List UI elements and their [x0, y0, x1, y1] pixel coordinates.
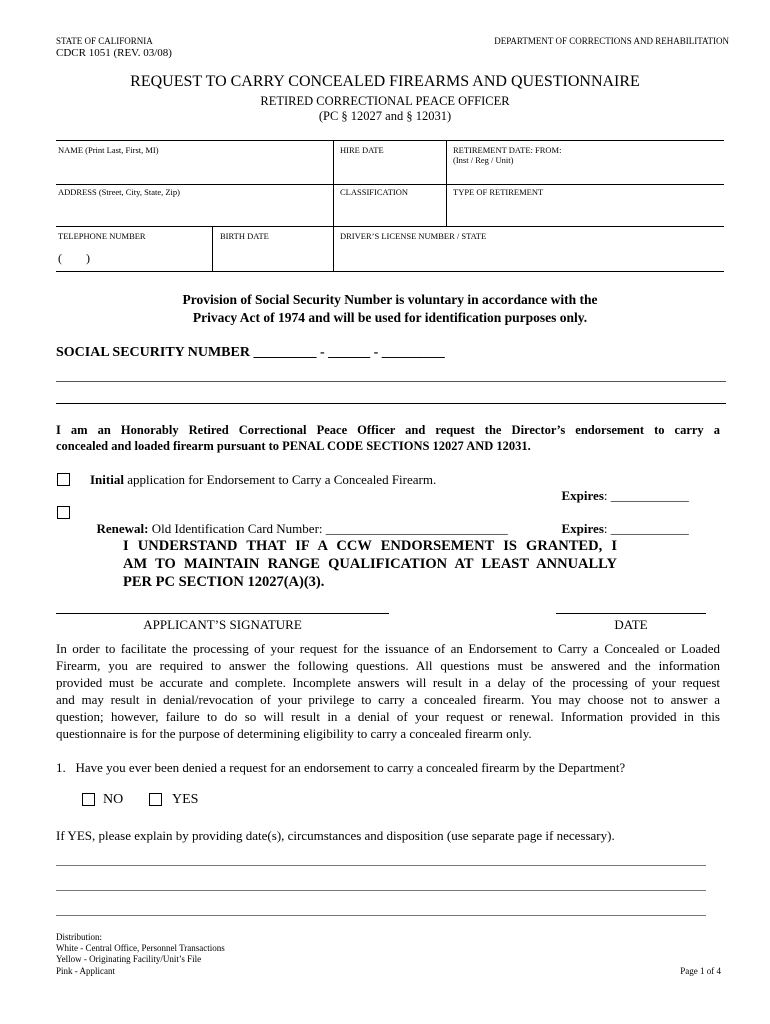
instructions-line: In order to facilitate the processing of your request for the issuance of an Endorsement to Carry a Concealed or Loaded	[56, 641, 720, 656]
expires-label: Expires	[561, 488, 604, 503]
date-label: DATE	[614, 617, 648, 632]
telephone-area-code: ( )	[58, 251, 90, 265]
renewal-expires[interactable]	[555, 505, 689, 537]
initial-expires[interactable]	[555, 472, 689, 504]
drivers-license-field[interactable]: DRIVER’S LICENSE NUMBER / STATE	[340, 231, 487, 241]
hire-date-field[interactable]: HIRE DATE	[340, 145, 384, 155]
no-label: NO	[103, 792, 124, 807]
birth-date-field[interactable]: BIRTH DATE	[220, 231, 269, 241]
initial-option	[90, 472, 436, 488]
retirement-date-sublabel: (Inst / Reg / Unit)	[453, 155, 514, 165]
explanation-line[interactable]	[56, 865, 706, 866]
initial-label: Initial	[90, 472, 124, 487]
instructions-line: provided must be accurate and complete. Incomplete answers will result in a delay of the processing of your request	[56, 675, 720, 690]
expires-line: : ____________	[603, 521, 689, 536]
date-line[interactable]	[556, 613, 706, 614]
penal-code-ref: (PC § 12027 and § 12031)	[318, 109, 452, 123]
retirement-type-field[interactable]: TYPE OF RETIREMENT	[453, 187, 544, 197]
statement-line2: concealed and loaded firearm pursuant to PENAL CODE SECTIONS 12027 AND 12031.	[56, 439, 531, 453]
initial-checkbox[interactable]	[57, 473, 70, 486]
distribution-yellow: Yellow - Originating Facility/Unit’s File	[56, 954, 202, 964]
old-id-card-field: Old Identification Card Number: ____________________________	[148, 521, 508, 536]
initial-description: application for Endorsement to Carry a Concealed Firearm.	[123, 472, 437, 487]
page-title: REQUEST TO CARRY CONCEALED FIREARMS AND QUESTIONNAIRE	[130, 73, 640, 90]
form-number: CDCR 1051 (REV. 03/08)	[56, 47, 172, 59]
expires-line: : ____________	[603, 488, 689, 503]
explanation-line[interactable]	[56, 915, 706, 916]
page-subtitle: RETIRED CORRECTIONAL PEACE OFFICER	[260, 94, 510, 108]
distribution-label: Distribution:	[56, 932, 103, 942]
signature-line[interactable]	[56, 613, 389, 614]
ccw-understanding-line3: PER PC SECTION 12027(A)(3).	[123, 574, 325, 590]
explanation-line[interactable]	[56, 890, 706, 891]
explain-instruction: If YES, please explain by providing date(s), circumstances and disposition (use separate page if necessary).	[56, 828, 615, 843]
instructions-line: question; however, failure to do so will result in a denial of your request or renewal. Information provided in this	[56, 709, 720, 724]
privacy-notice-line1: Provision of Social Security Number is voluntary in accordance with the	[182, 292, 598, 307]
address-field[interactable]: ADDRESS (Street, City, State, Zip)	[58, 187, 180, 197]
instructions-line: and may result in denial/revocation of your privilege to carry a concealed firearm. You may choose not to answer a	[56, 692, 720, 707]
question-1: 1. Have you ever been denied a request for an endorsement to carry a concealed firearm by the Department?	[56, 760, 626, 775]
telephone-field[interactable]: TELEPHONE NUMBER	[58, 231, 146, 241]
retirement-date-field[interactable]: RETIREMENT DATE: FROM:	[453, 145, 562, 155]
department-label: DEPARTMENT OF CORRECTIONS AND REHABILITATION	[494, 36, 729, 46]
yes-checkbox[interactable]	[149, 793, 162, 806]
renewal-option[interactable]	[90, 505, 508, 537]
page-number: Page 1 of 4	[680, 966, 721, 976]
applicant-signature-label: APPLICANT’S SIGNATURE	[143, 617, 302, 632]
state-label: STATE OF CALIFORNIA	[56, 36, 153, 46]
classification-field[interactable]: CLASSIFICATION	[340, 187, 409, 197]
ssn-field[interactable]: SOCIAL SECURITY NUMBER _________ - ______ - _________	[56, 345, 445, 360]
instructions-line: questionnaire is for the purpose of determining eligibility to carry a concealed firearm only.	[56, 726, 532, 741]
statement-line1: I am an Honorably Retired Correctional Peace Officer and request the Director’s endorsement to carry a	[56, 423, 720, 437]
distribution-pink: Pink - Applicant	[56, 966, 115, 976]
renewal-label: Renewal:	[96, 521, 149, 536]
ccw-understanding-line2: AM TO MAINTAIN RANGE QUALIFICATION AT LEAST ANNUALLY	[123, 556, 617, 572]
name-field[interactable]: NAME (Print Last, First, MI)	[58, 145, 159, 155]
renewal-checkbox[interactable]	[57, 506, 70, 519]
no-checkbox[interactable]	[82, 793, 95, 806]
expires-label: Expires	[561, 521, 604, 536]
distribution-white: White - Central Office, Personnel Transactions	[56, 943, 225, 953]
ccw-understanding-line1: I UNDERSTAND THAT IF A CCW ENDORSEMENT IS GRANTED, I	[123, 538, 617, 554]
yes-label: YES	[172, 792, 199, 807]
privacy-notice-line2: Privacy Act of 1974 and will be used for identification purposes only.	[192, 310, 588, 325]
instructions-line: Firearm, you are required to answer the following questions. All questions must be answered and the information	[56, 658, 720, 673]
